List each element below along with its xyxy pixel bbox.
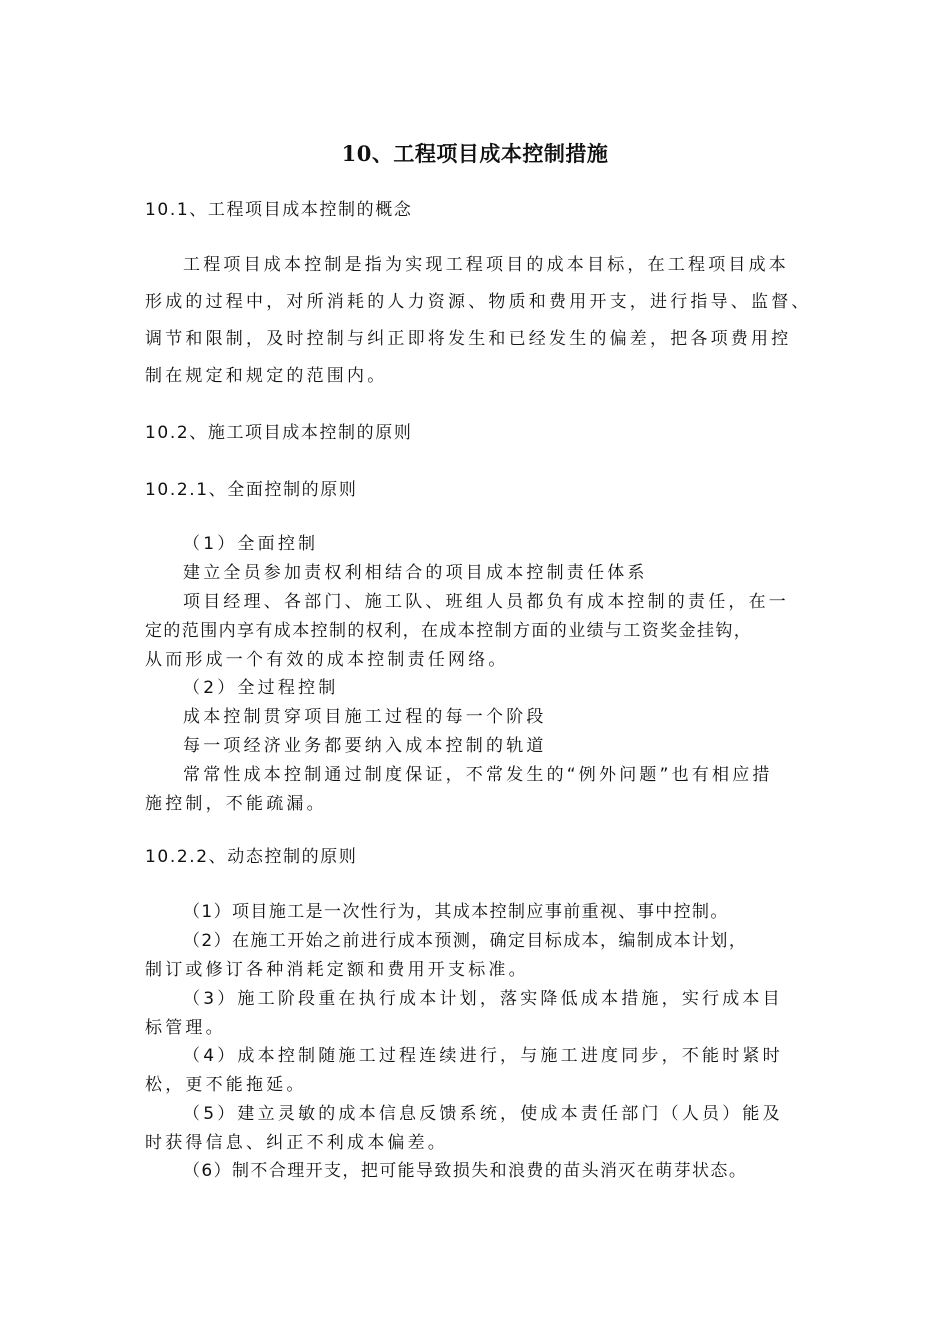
list-item: （2）在施工开始之前进行成本预测，确定目标成本，编制成本计划， <box>183 931 748 951</box>
section-heading-10-1: 10.1、工程项目成本控制的概念 <box>145 200 413 220</box>
document-title: 10、工程项目成本控制措施 <box>341 141 609 166</box>
list-item: （5）建立灵敏的成本信息反馈系统，使成本责任部门（人员）能及 <box>183 1104 783 1124</box>
list-item: （4）成本控制随施工过程连续进行，与施工进度同步，不能时紧时 <box>183 1046 783 1066</box>
paragraph-line: 项目经理、各部门、施工队、班组人员都负有成本控制的责任，在一 <box>183 592 789 612</box>
paragraph-line: 定的范围内享有成本控制的权利，在成本控制方面的业绩与工资奖金挂钩， <box>145 621 753 641</box>
list-item-heading: （1）全面控制 <box>183 534 319 554</box>
paragraph-line: 每一项经济业务都要纳入成本控制的轨道 <box>183 736 547 756</box>
section-heading-10-2: 10.2、施工项目成本控制的原则 <box>145 423 413 443</box>
list-item-continuation: 时获得信息、纠正不利成本偏差。 <box>145 1133 448 1153</box>
list-item-heading: （2）全过程控制 <box>183 678 339 698</box>
paragraph-line: 调节和限制，及时控制与纠正即将发生和已经发生的偏差，把各项费用控 <box>145 329 792 349</box>
list-item: （1）项目施工是一次性行为，其成本控制应事前重视、事中控制。 <box>183 902 729 922</box>
section-heading-10-2-2: 10.2.2、动态控制的原则 <box>145 847 358 867</box>
list-item-continuation: 制订或修订各种消耗定额和费用开支标准。 <box>145 960 529 980</box>
paragraph-line: 成本控制贯穿项目施工过程的每一个阶段 <box>183 707 547 727</box>
paragraph-line: 从而形成一个有效的成本控制责任网络。 <box>145 650 509 670</box>
paragraph-line: 制在规定和规定的范围内。 <box>145 366 388 386</box>
paragraph-line: 常常性成本控制通过制度保证，不常发生的“例外问题”也有相应措 <box>183 765 773 785</box>
paragraph-line: 形成的过程中，对所消耗的人力资源、物质和费用开支，进行指导、监督、 <box>145 292 812 312</box>
list-item: （6）制不合理开支，把可能导致损失和浪费的苗头消灭在萌芽状态。 <box>183 1161 748 1181</box>
paragraph-line: 建立全员参加责权利相结合的项目成本控制责任体系 <box>183 563 648 583</box>
paragraph-line: 工程项目成本控制是指为实现工程项目的成本目标，在工程项目成本 <box>183 255 789 275</box>
list-item-continuation: 松，更不能拖延。 <box>145 1075 307 1095</box>
paragraph-line: 施控制，不能疏漏。 <box>145 794 327 814</box>
section-heading-10-2-1: 10.2.1、全面控制的原则 <box>145 480 358 500</box>
list-item: （3）施工阶段重在执行成本计划，落实降低成本措施，实行成本目 <box>183 989 783 1009</box>
list-item-continuation: 标管理。 <box>145 1018 226 1038</box>
